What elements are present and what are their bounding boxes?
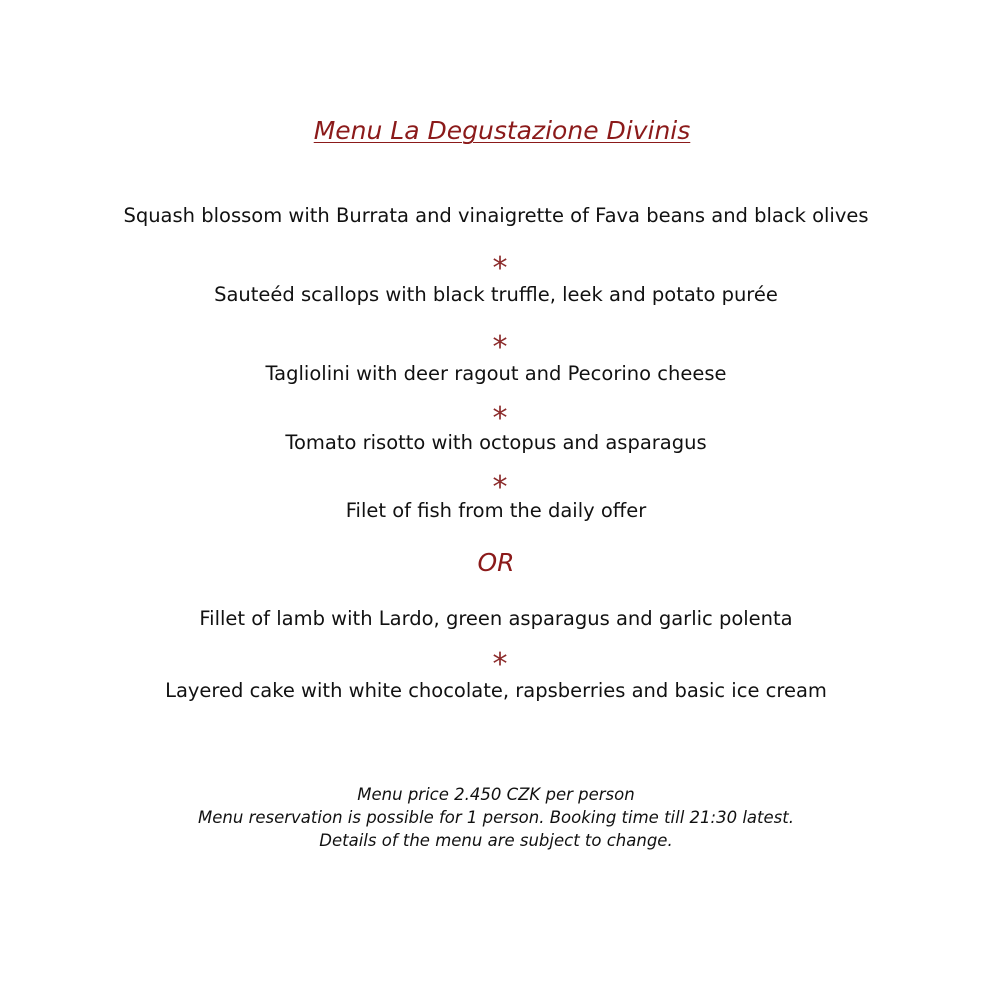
- course-7: Layered cake with white chocolate, rapsberries and basic ice cream: [165, 679, 827, 702]
- disclaimer-note: Details of the menu are subject to change.: [319, 831, 673, 850]
- separator-asterisk: *: [492, 251, 508, 286]
- separator-asterisk: *: [492, 401, 508, 436]
- course-1: Squash blossom with Burrata and vinaigrette of Fava beans and black olives: [123, 204, 869, 227]
- course-5: Filet of fish from the daily offer: [345, 499, 647, 522]
- course-4: Tomato risotto with octopus and asparagus: [285, 431, 707, 454]
- reservation-note: Menu reservation is possible for 1 person. Booking time till 21:30 latest.: [198, 808, 794, 827]
- or-divider: OR: [477, 548, 515, 577]
- price-note: Menu price 2.450 CZK per person: [357, 785, 635, 804]
- separator-asterisk: *: [492, 647, 508, 682]
- separator-asterisk: *: [492, 470, 508, 505]
- course-6: Fillet of lamb with Lardo, green asparagus and garlic polenta: [199, 607, 793, 630]
- separator-asterisk: *: [492, 330, 508, 365]
- course-3: Tagliolini with deer ragout and Pecorino cheese: [265, 362, 727, 385]
- menu-title: Menu La Degustazione Divinis: [313, 116, 691, 145]
- course-2: Sauteéd scallops with black truffle, leek and potato purée: [214, 283, 778, 306]
